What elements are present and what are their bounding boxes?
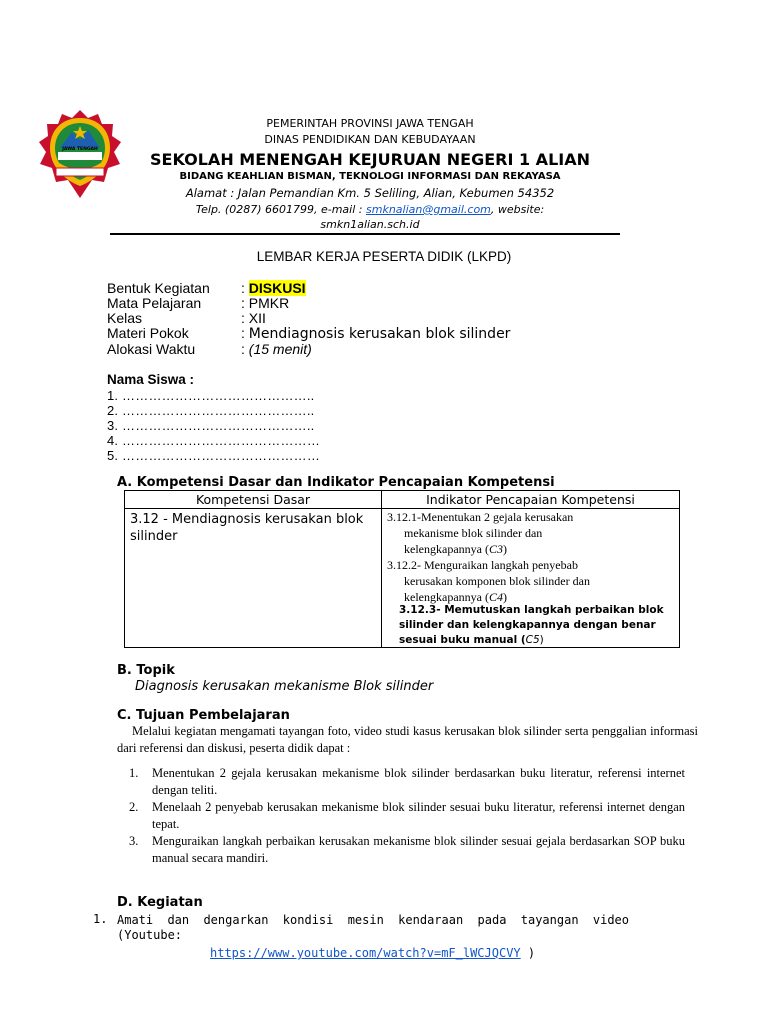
indicator-1-line3 — [404, 541, 507, 557]
objective-item: Menguraikan langkah perbaikan kerusakan mekanisme blok silinder sesuai gejala berdasarkan SOP buku manual secara mandiri. — [152, 834, 685, 865]
info-value-mapel — [241, 295, 289, 311]
indicator-3-level: C5 — [525, 634, 540, 646]
info-value-kelas — [241, 310, 266, 326]
objective-number: 2. — [129, 800, 139, 814]
youtube-link-line — [210, 946, 535, 960]
indicator-3-text: 3.12.3- Memutuskan langkah perbaikan blok silinder dan kelengkapannya dengan benar sesuai buku manual ( — [399, 604, 664, 646]
info-value-materi — [241, 325, 510, 342]
indicator-1-close: ) — [502, 542, 507, 556]
indicator-2-level: C4 — [488, 590, 503, 604]
header-department: DINAS PENDIDIKAN DAN KEBUDAYAAN — [264, 133, 476, 146]
indicator-1-level: C3 — [488, 542, 503, 556]
info-colon: : — [241, 325, 249, 341]
indicator-1-line1: 3.12.1-Menentukan 2 gejala kerusakan — [387, 510, 574, 524]
info-colon: : — [241, 310, 249, 326]
info-value-waktu — [241, 341, 312, 357]
objective-number: 3. — [129, 834, 139, 848]
indicator-2-line1: 3.12.2- Menguraikan langkah penyebab — [387, 558, 578, 572]
student-names-title: Nama Siswa : — [107, 372, 195, 387]
indicator-2-line2: kerusakan komponen blok silinder dan — [404, 574, 590, 588]
section-b-title: B. Topik — [117, 663, 175, 678]
info-colon: : — [241, 341, 249, 357]
section-c-title: C. Tujuan Pembelajaran — [117, 708, 290, 723]
table-header-kd: Kompetensi Dasar — [195, 492, 311, 507]
header-website: smkn1alian.sch.id — [320, 218, 420, 231]
info-label-mapel: Mata Pelajaran — [107, 295, 202, 311]
header-field: BIDANG KEAHLIAN BISMAN, TEKNOLOGI INFORMASI DAN REKAYASA — [179, 171, 561, 182]
info-label-waktu: Alokasi Waktu — [107, 341, 196, 357]
header-divider — [110, 233, 620, 235]
indicator-3-close: ) — [539, 634, 544, 646]
student-name-line[interactable]: 5. ……………………………………… — [107, 448, 321, 463]
activity-number: 1. — [93, 912, 108, 926]
class-value: XII — [248, 310, 266, 326]
info-colon: : — [241, 280, 249, 296]
competency-text: 3.12 - Mendiagnosis kerusakan blok silinder — [130, 512, 364, 544]
header-phone: Telp. (0287) 6601799, e-mail : — [195, 203, 366, 216]
info-label-materi: Materi Pokok — [107, 325, 189, 341]
header-website-prefix: , website: — [490, 203, 545, 216]
indicator-2-text: kelengkapannya ( — [404, 590, 489, 604]
section-d-title: D. Kegiatan — [117, 895, 203, 910]
header-school-name: SEKOLAH MENENGAH KEJURUAN NEGERI 1 ALIAN — [150, 150, 590, 169]
activity-type-badge: DISKUSI — [248, 280, 306, 296]
subject-value: PMKR — [248, 295, 290, 311]
objective-item: Menentukan 2 gejala kerusakan mekanisme blok silinder berdasarkan buku literatur, referensi internet dengan teliti. — [152, 766, 685, 797]
info-value-bentuk — [241, 280, 306, 296]
topic-value: Mendiagnosis kerusakan blok silinder — [248, 326, 511, 342]
indicator-1-line2: mekanisme blok silinder dan — [404, 526, 543, 540]
student-name-line[interactable]: 1. …………………………………….. — [107, 388, 315, 403]
section-a-title: A. Kompetensi Dasar dan Indikator Pencapaian Kompetensi — [117, 475, 555, 490]
table-header-ipk: Indikator Pencapaian Kompetensi — [426, 492, 635, 507]
info-label-bentuk: Bentuk Kegiatan — [107, 280, 210, 296]
header-government: PEMERINTAH PROVINSI JAWA TENGAH — [266, 117, 474, 130]
indicator-3 — [399, 603, 679, 648]
topic-text: Diagnosis kerusakan mekanisme Blok silinder — [135, 679, 434, 694]
youtube-link[interactable]: https://www.youtube.com/watch?v=mF_lWCJQCVY — [210, 946, 521, 960]
student-name-line[interactable]: 4. ……………………………………… — [107, 433, 321, 448]
indicator-2-close: ) — [502, 590, 507, 604]
student-name-line[interactable]: 2. …………………………………….. — [107, 403, 315, 418]
competency-table — [124, 490, 680, 648]
objectives-intro: Melalui kegiatan mengamati tayangan foto, video studi kasus kerusakan blok silinder serta penggalian informasi dari referensi dan diskusi, peserta didik dapat : — [117, 724, 698, 755]
header-address: Alamat : Jalan Pemandian Km. 5 Seliling, Alian, Kebumen 54352 — [185, 186, 555, 200]
activity-item-1: Amati dan dengarkan kondisi mesin kendaraan pada tayangan video — [117, 913, 629, 927]
document-title: LEMBAR KERJA PESERTA DIDIK (LKPD) — [256, 249, 512, 264]
activity-item-1-cont: (Youtube: — [117, 928, 183, 942]
header-contact — [135, 203, 605, 216]
duration-value: (15 menit) — [248, 341, 312, 357]
emblem-label: JAWA TENGAH — [62, 147, 98, 152]
objective-item: Menelaah 2 penyebab kerusakan mekanisme blok silinder sesuai buku literatur, referensi internet dengan tepat. — [152, 800, 685, 831]
table-column-divider — [381, 491, 382, 647]
info-label-kelas: Kelas — [107, 310, 143, 326]
objective-number: 1. — [129, 766, 139, 780]
email-link[interactable]: smknalian@gmail.com — [366, 203, 491, 216]
jawa-tengah-emblem-icon — [38, 108, 122, 200]
youtube-link-close: ) — [520, 946, 536, 960]
indicator-1-text: kelengkapannya ( — [404, 542, 489, 556]
student-name-line[interactable]: 3. …………………………………….. — [107, 418, 315, 433]
info-colon: : — [241, 295, 249, 311]
